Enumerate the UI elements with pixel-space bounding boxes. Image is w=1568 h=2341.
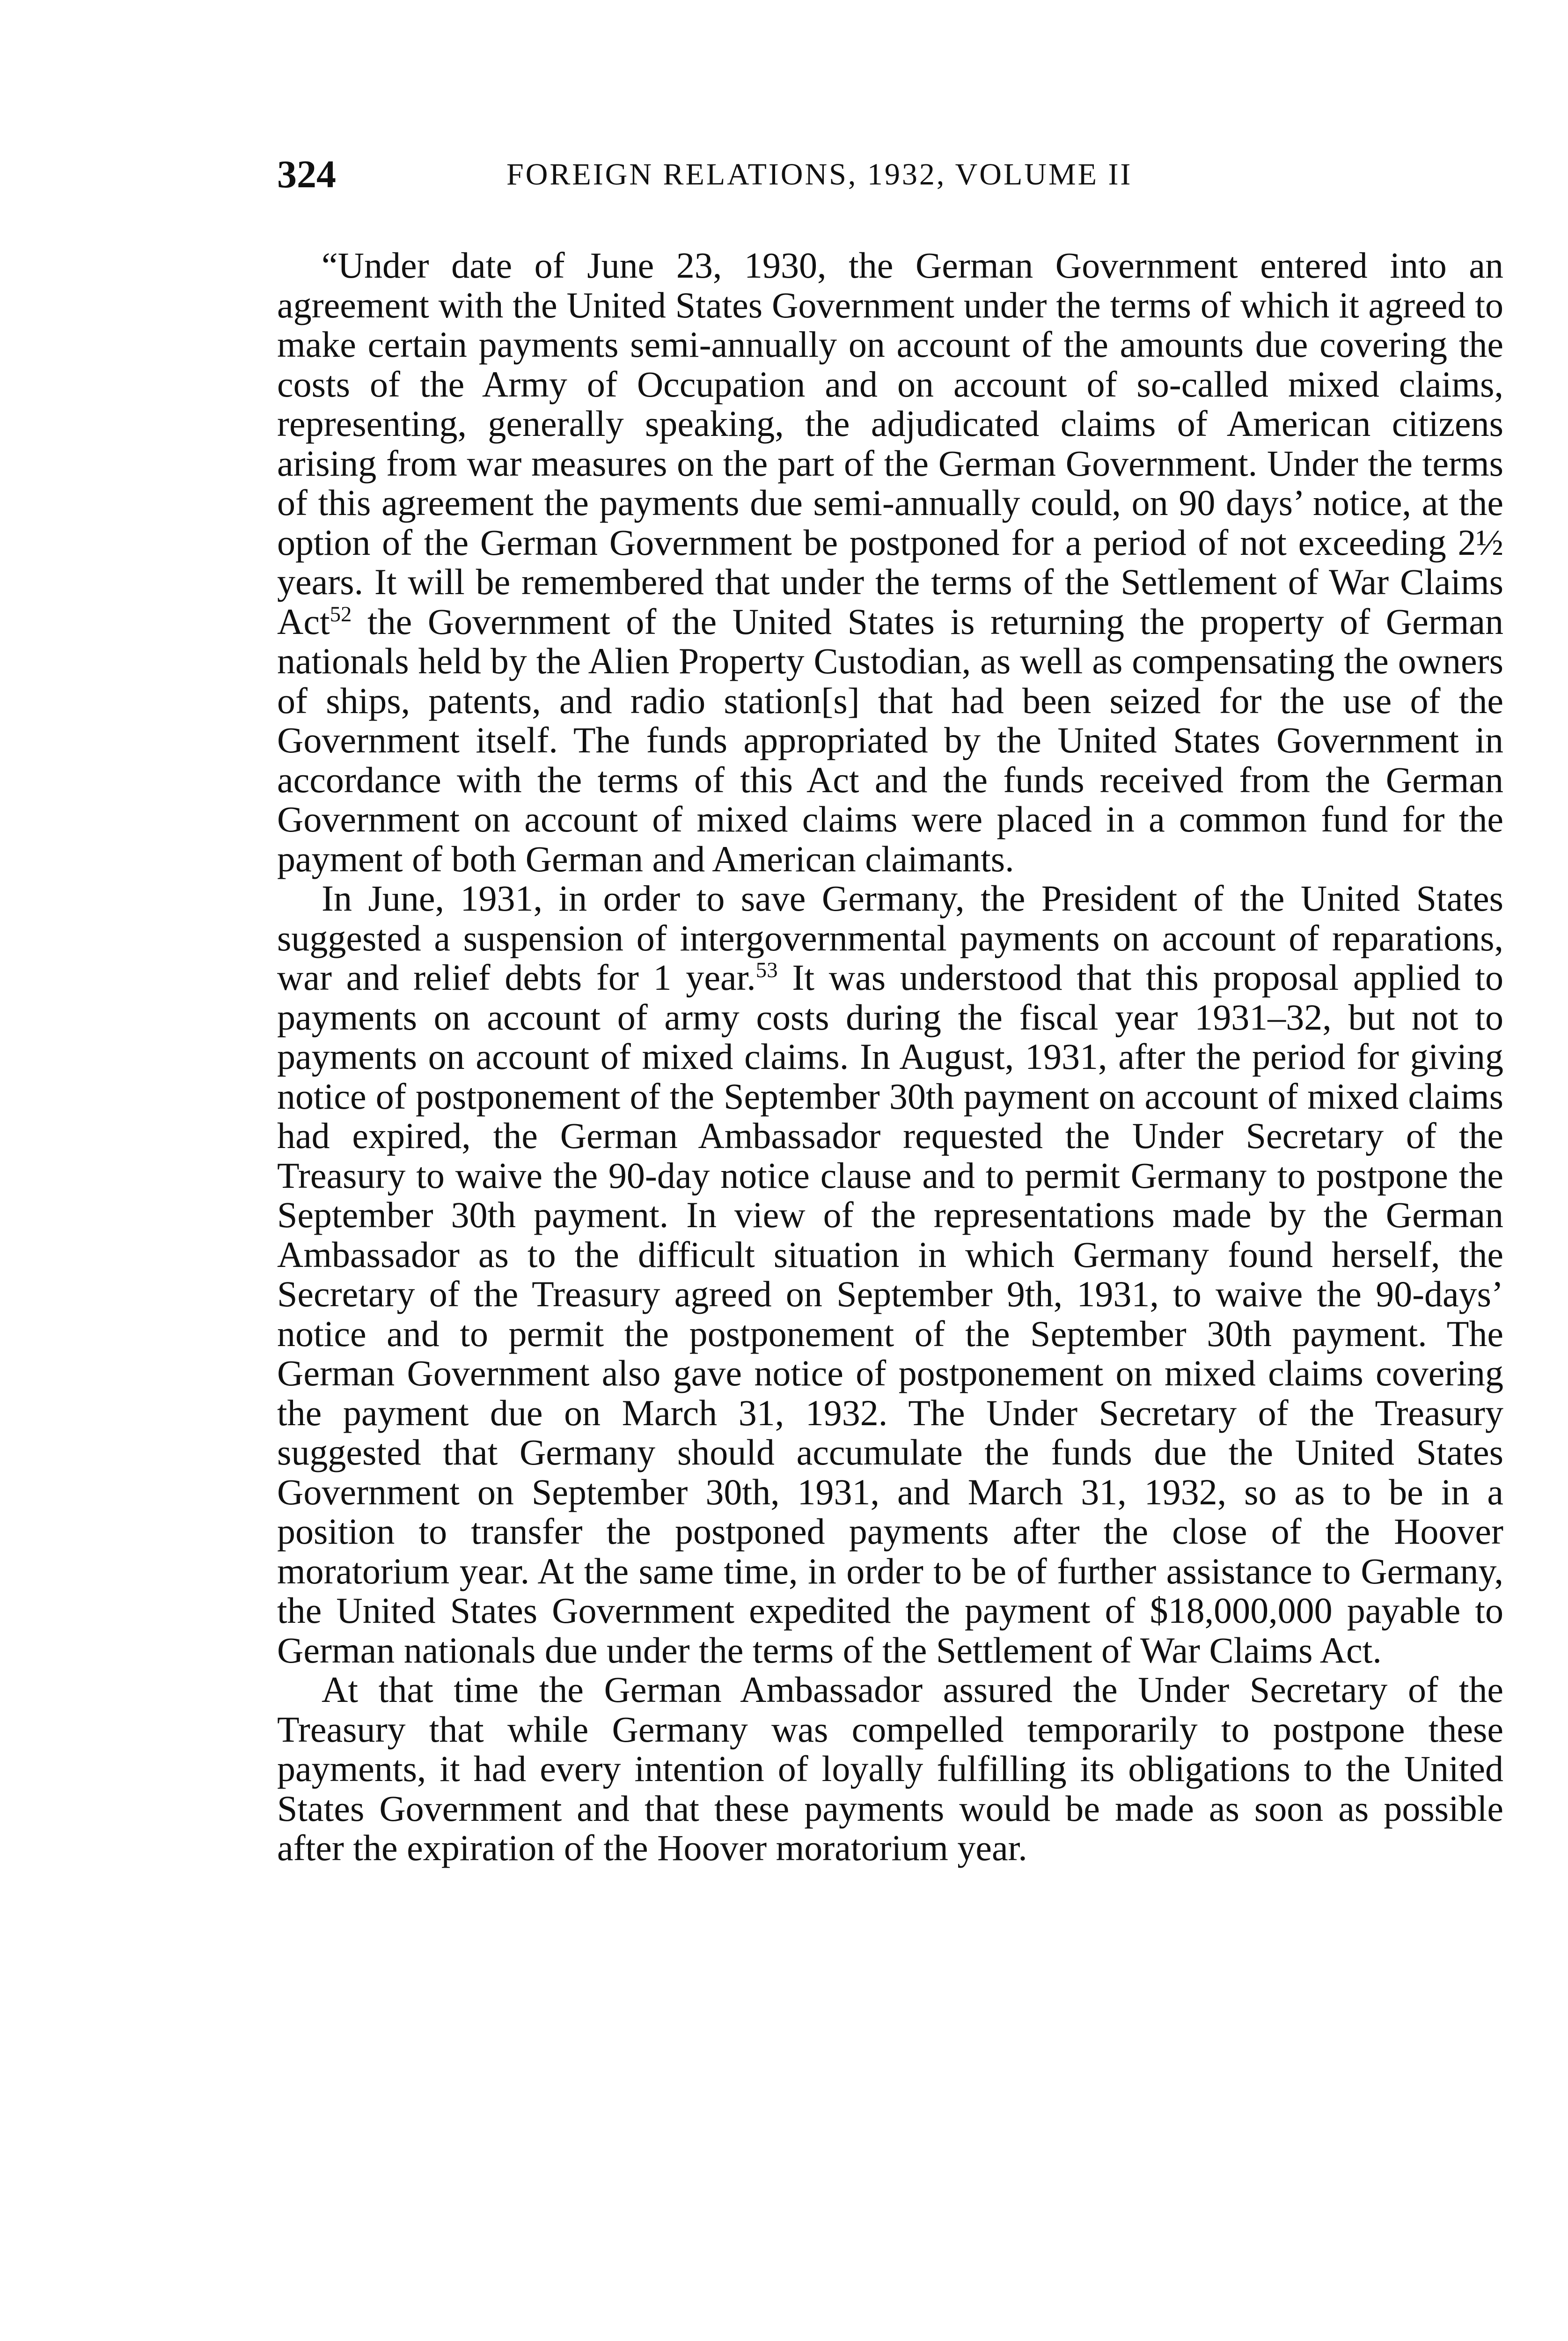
paragraph-2-text-a: In June, 1931, in order to save Germany, the President of the United States suggested a suspension of intergovernmental payments on account of reparations, war and relief debts for 1 year.	[277, 878, 1503, 998]
page-header	[277, 149, 1503, 200]
paragraph-1-text-a: “Under date of June 23, 1930, the German Government entered into an agreement with the United States Government under the terms of which it agreed to make certain payments semi-annually on account of the amounts due covering the costs of the Army of Occupation and on account of so-called mixed claims, representing, generally speaking, the adjudicated claims of American citizens arising from war measures on the part of the German Government. Under the terms of this agreement the payments due semi-annually could, on 90 days’ notice, at the option of the German Government be postponed for a period of not exceeding 2½ years. It will be remembered that under the terms of the Settlement of War Claims Act	[277, 245, 1503, 642]
footnote-ref-53: 53	[755, 958, 778, 982]
page-number: 324	[277, 153, 336, 196]
footnote-ref-52: 52	[330, 602, 352, 626]
paragraph-3: At that time the German Ambassador assured the Under Secretary of the Treasury that while Germany was compelled temporarily to postpone these payments, it had every intention of loyally fulfilling its obligations to the United States Government and that these payments would be made as soon as possible after the expiration of the Hoover moratorium year.	[277, 1669, 1503, 1868]
running-head: FOREIGN RELATIONS, 1932, VOLUME II	[506, 157, 1133, 191]
body-text	[277, 246, 1503, 1868]
paragraph-1-text-b: the Government of the United States is returning the property of German nationals held by the Alien Property Custodian, as well as compensating the owners of ships, patents, and radio station[s] that had been seized for the use of the Government itself. The funds appropriated by the United States Government in accordance with the terms of this Act and the funds received from the German Government on account of mixed claims were placed in a common fund for the payment of both German and American claimants.	[277, 601, 1503, 879]
paragraph-2	[277, 879, 1503, 1670]
paragraph-1	[277, 246, 1503, 879]
paragraph-2-text-b: It was understood that this proposal applied to payments on account of army costs during the fiscal year 1931–32, but not to payments on account of mixed claims. In August, 1931, after the period for giving notice of postponement of the September 30th payment on account of mixed claims had expired, the German Ambassador requested the Under Secretary of the Treasury to waive the 90-day notice clause and to permit Germany to postpone the September 30th payment. In view of the representations made by the German Ambassador as to the difficult situation in which Germany found herself, the Secretary of the Treasury agreed on September 9th, 1931, to waive the 90-days’ notice and to permit the postponement of the September 30th payment. The German Government also gave notice of postponement on mixed claims covering the payment due on March 31, 1932. The Under Secretary of the Treasury suggested that Germany should accumulate the funds due the United States Government on September 30th, 1931, and March 31, 1932, so as to be in a position to transfer the postponed payments after the close of the Hoover moratorium year. At the same time, in order to be of further assistance to Germany, the United States Government expedited the payment of $18,000,000 payable to German nationals due under the terms of the Settlement of War Claims Act.	[277, 957, 1503, 1671]
